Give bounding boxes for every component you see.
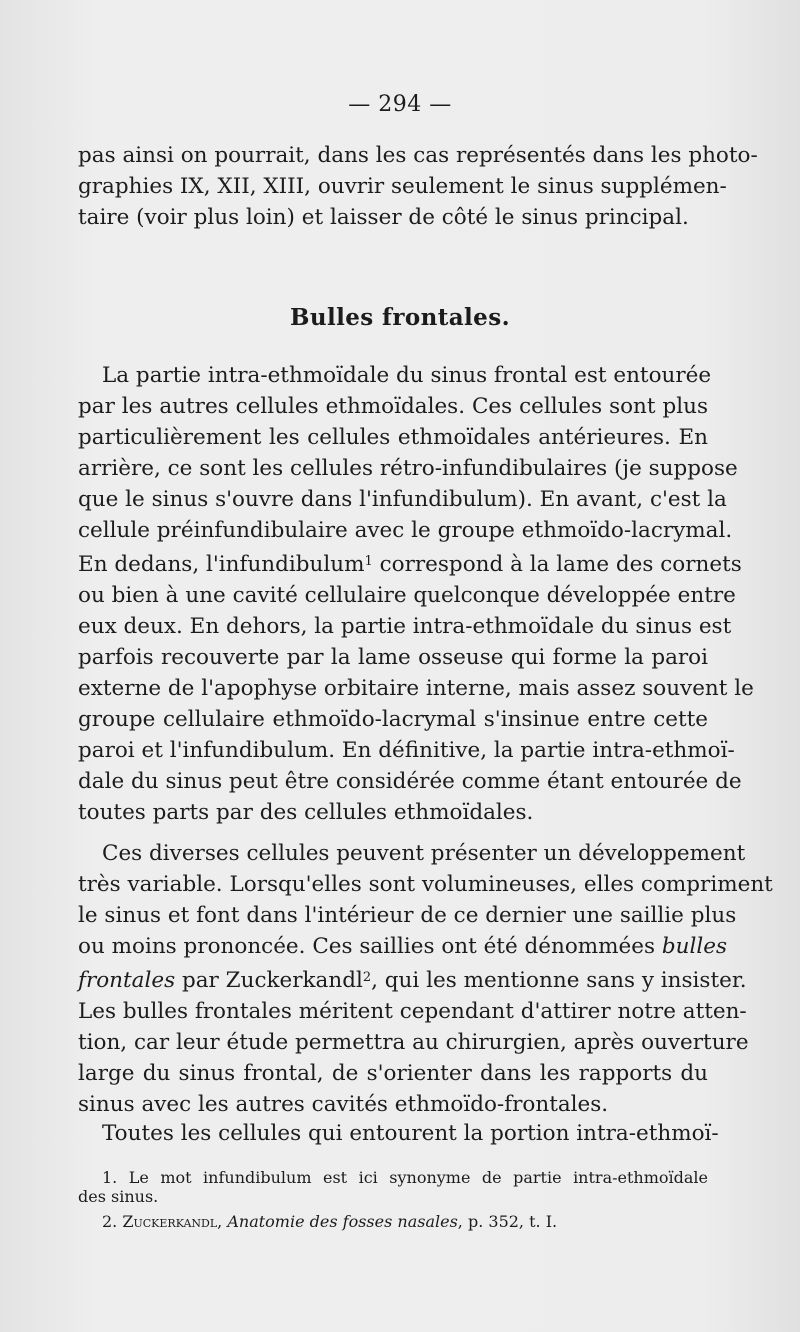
- text-line: sinus avec les autres cavités ethmoïdo-frontales.: [78, 1092, 609, 1117]
- text-line: Les bulles frontales méritent cependant d'attirer notre atten-: [78, 999, 747, 1024]
- text-line: Toutes les cellules qui entourent la portion intra-ethmoï-: [102, 1121, 719, 1146]
- text-line: parfois recouverte par la lame osseuse qui forme la paroi: [78, 645, 708, 670]
- italic-term: bulles: [661, 934, 727, 959]
- text-line: groupe cellulaire ethmoïdo-lacrymal s'insinue entre cette: [78, 707, 708, 732]
- text-line: externe de l'apophyse orbitaire interne, mais assez souvent le: [78, 676, 754, 701]
- text-fragment: correspond à la lame des cornets: [372, 552, 742, 577]
- text-line: eux deux. En dehors, la partie intra-ethmoïdale du sinus est: [78, 614, 732, 639]
- text-line: paroi et l'infundibulum. En définitive, la partie intra-ethmoï-: [78, 738, 735, 763]
- text-line: taire (voir plus loin) et laisser de côté le sinus principal.: [78, 205, 689, 230]
- footnote-title: Anatomie des fosses nasales: [227, 1212, 458, 1231]
- paragraph-2: [78, 838, 773, 1120]
- text-fragment: , qui les mentionne sans y insister.: [371, 968, 747, 993]
- text-line: très variable. Lorsqu'elles sont volumineuses, elles compriment: [78, 872, 773, 897]
- text-line: arrière, ce sont les cellules rétro-infundibulaires (je suppose: [78, 456, 738, 481]
- text-line: le sinus et font dans l'intérieur de ce dernier une saillie plus: [78, 903, 737, 928]
- text-line: cellule préinfundibulaire avec le groupe ethmoïdo-lacrymal.: [78, 518, 733, 543]
- text-line: graphies IX, XII, XIII, ouvrir seulement le sinus supplémen-: [78, 174, 727, 199]
- text-line: que le sinus s'ouvre dans l'infundibulum). En avant, c'est la: [78, 487, 727, 512]
- text-fragment: , p. 352, t. I.: [457, 1212, 558, 1231]
- top-paragraph: [78, 140, 758, 233]
- text-line: particulièrement les cellules ethmoïdales antérieures. En: [78, 425, 708, 450]
- text-line: tion, car leur étude permettra au chirurgien, après ouverture: [78, 1030, 749, 1055]
- footnote-author: Zuckerkandl: [122, 1212, 218, 1231]
- text-fragment: En dedans, l'infundibulum: [78, 552, 365, 577]
- text-line: ou bien à une cavité cellulaire quelconque développée entre: [78, 583, 736, 608]
- paragraph-1: [78, 360, 754, 828]
- footnote-number: 2.: [102, 1212, 123, 1231]
- text-line: large du sinus frontal, de s'orienter dans les rapports du: [78, 1061, 708, 1086]
- text-line: [78, 931, 727, 962]
- footnote-ref: 2: [362, 970, 372, 985]
- paragraph-3: [78, 1118, 719, 1149]
- text-line: [78, 546, 742, 580]
- page-number: — 294 —: [348, 92, 452, 117]
- text-fragment: par Zuckerkandl: [175, 968, 363, 993]
- text-line: dale du sinus peut être considérée comme étant entourée de: [78, 769, 742, 794]
- italic-term: frontales: [78, 968, 176, 993]
- text-line: [78, 962, 747, 996]
- text-fragment: ,: [217, 1212, 228, 1231]
- text-line: toutes parts par des cellules ethmoïdales.: [78, 800, 534, 825]
- text-fragment: ou moins prononcée. Ces saillies ont été dénommées: [78, 934, 662, 959]
- text-line: Ces diverses cellules peuvent présenter un développement: [102, 841, 746, 866]
- footnote-1: 1. Le mot infundibulum est ici synonyme de partie intra-ethmoïdale: [102, 1168, 708, 1187]
- footnote-2: [78, 1212, 708, 1231]
- section-heading: Bulles frontales.: [290, 304, 510, 331]
- text-line: La partie intra-ethmoïdale du sinus frontal est entourée: [102, 363, 712, 388]
- footnotes: [78, 1168, 708, 1231]
- text-line: pas ainsi on pourrait, dans les cas représentés dans les photo-: [78, 143, 758, 168]
- footnote-1-cont: des sinus.: [78, 1187, 159, 1206]
- footnote-ref: 1: [364, 554, 373, 569]
- text-line: par les autres cellules ethmoïdales. Ces cellules sont plus: [78, 394, 708, 419]
